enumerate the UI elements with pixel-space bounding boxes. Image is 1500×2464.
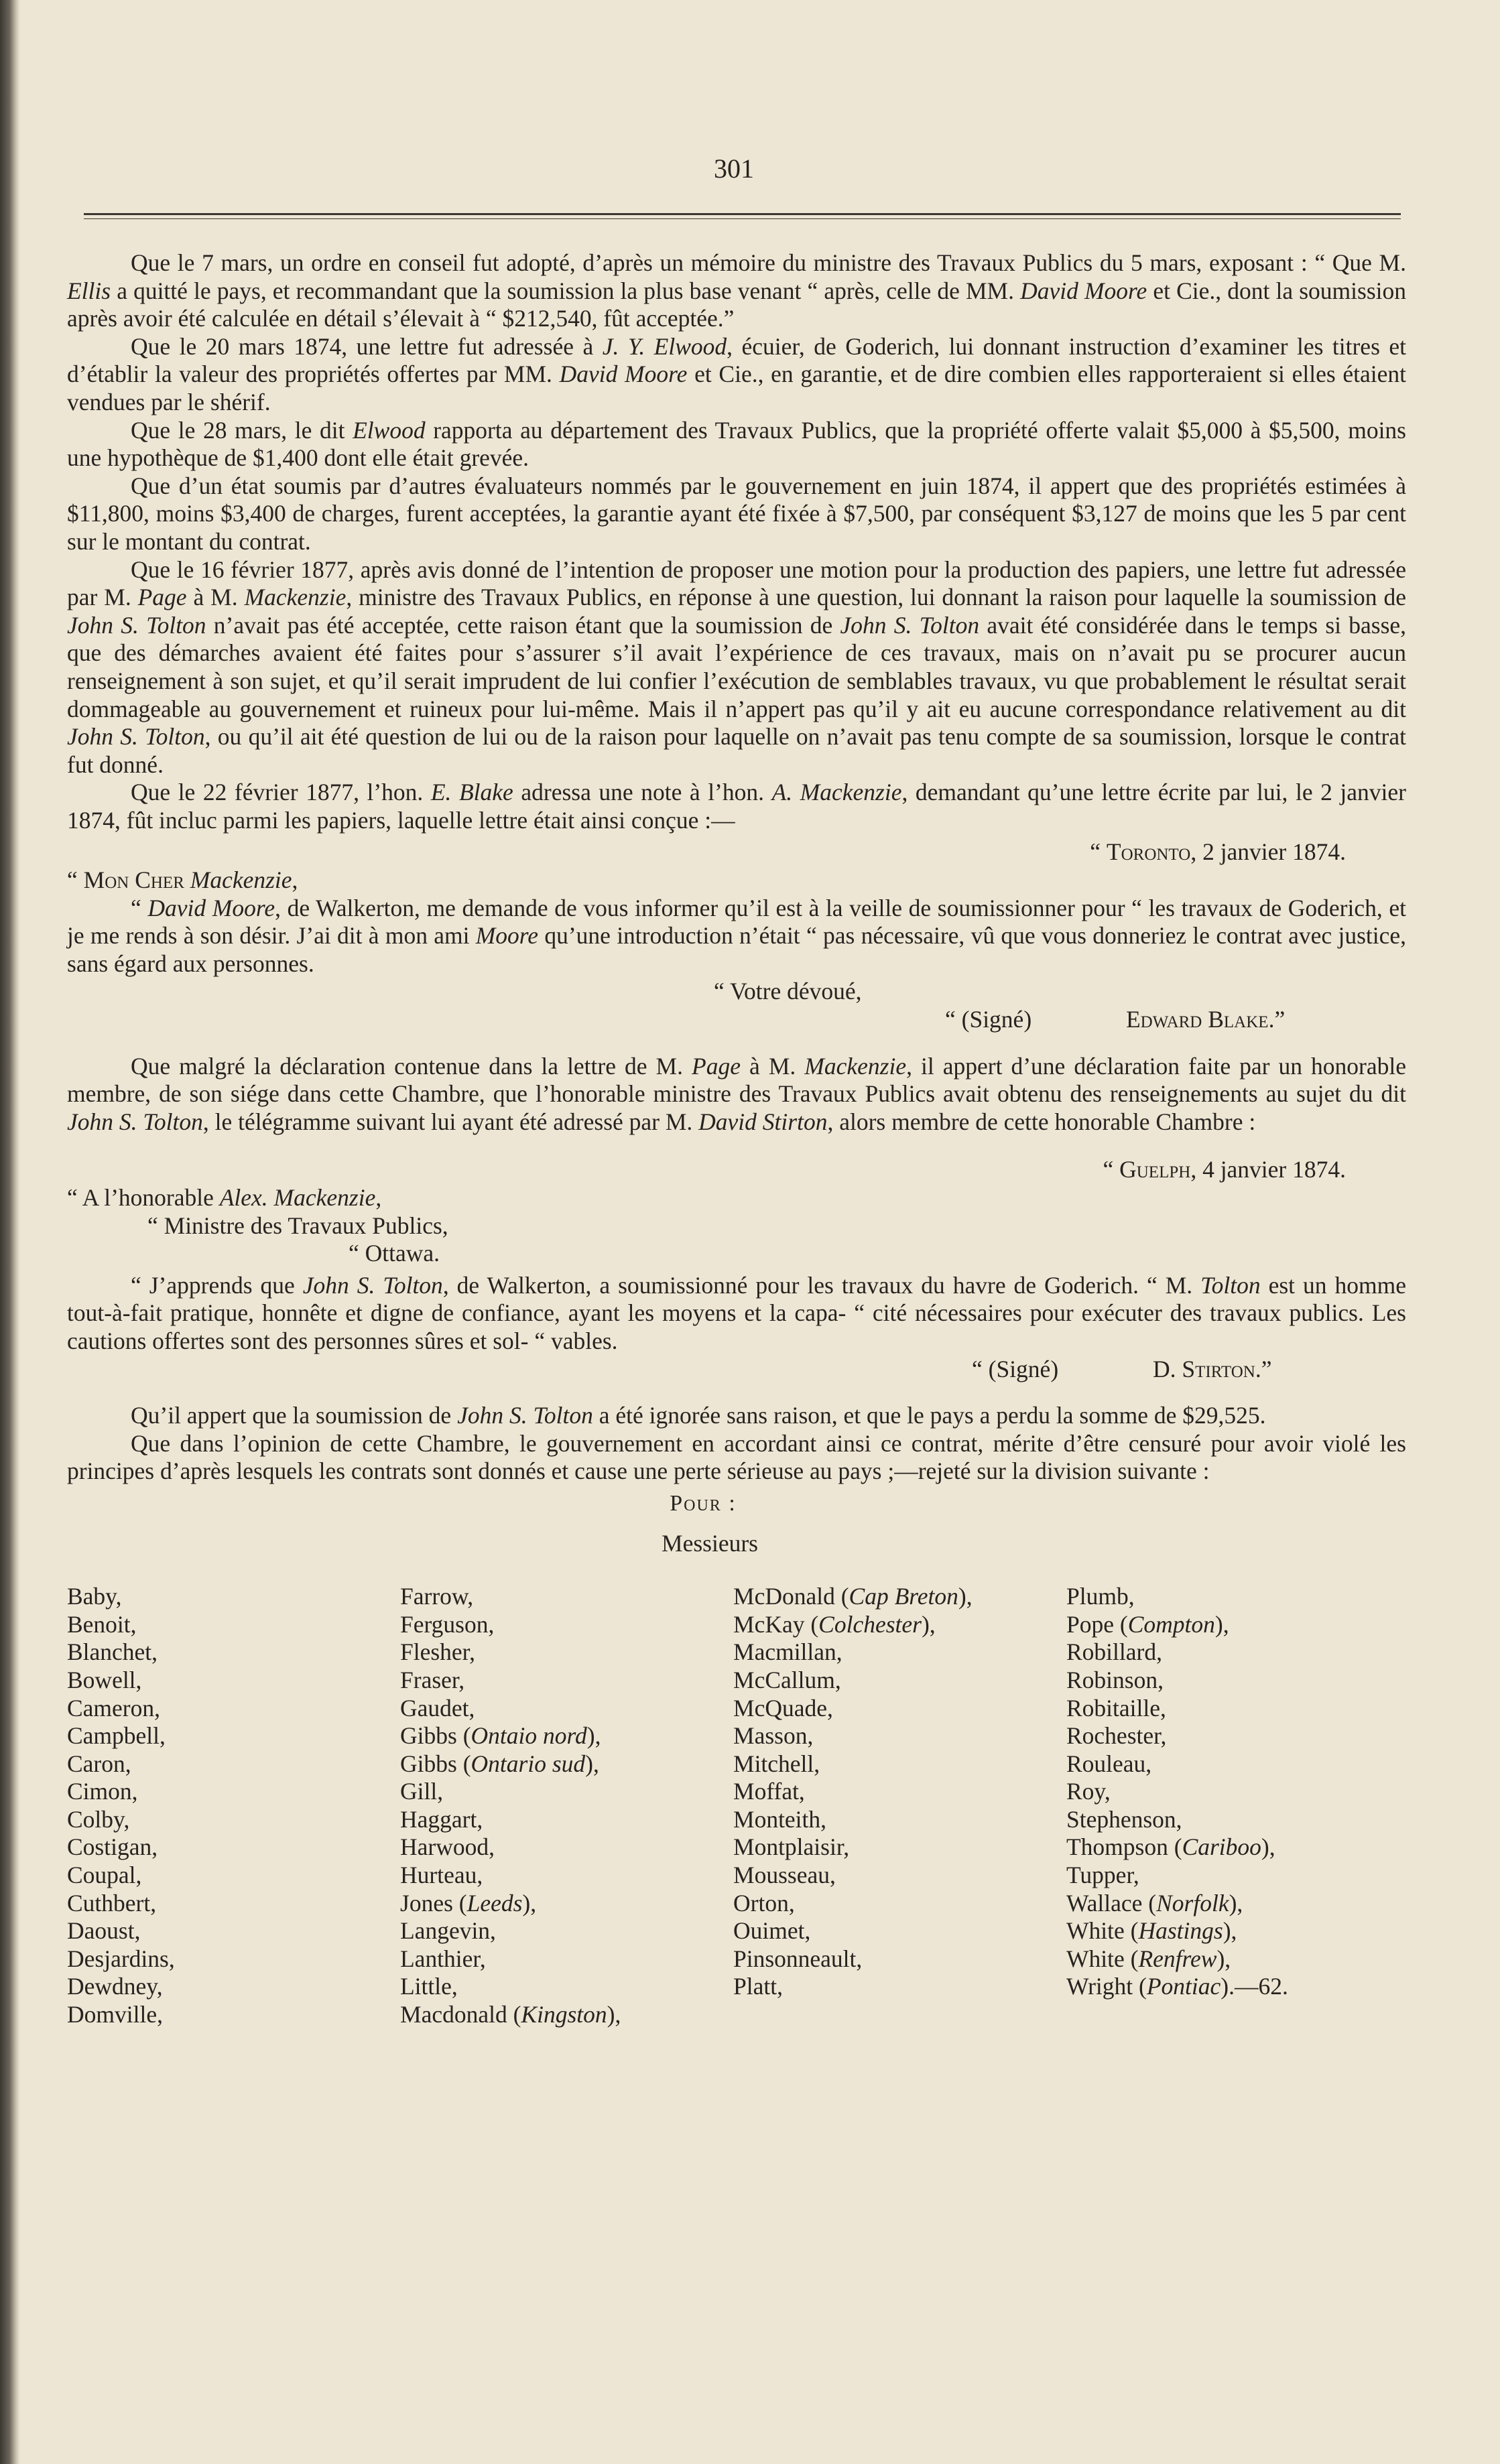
vote-member: Haggart, bbox=[400, 1805, 483, 1833]
vote-member: Gaudet, bbox=[400, 1694, 475, 1722]
paragraph-9: Que dans l’opinion de cette Chambre, le gouvernement en accordant ainsi ce contrat, mérite d’être censuré pour avoir violé les principes d’après lesquels les contrats sont donnés et cause une perte sérieuse au pays ;—rejeté sur la division suivante : bbox=[67, 1429, 1406, 1485]
header-rule bbox=[84, 213, 1401, 219]
vote-member: Farrow, bbox=[400, 1583, 474, 1610]
vote-member: Blanchet, bbox=[67, 1638, 158, 1666]
vote-member: Jones (Leeds), bbox=[400, 1889, 537, 1917]
paragraph-5: Que le 16 février 1877, après avis donné de l’intention de proposer une motion pour la production des papiers, une lettre fut adressée par M. Page à M. Mackenzie, ministre des Travaux Publics, en réponse à une question, lui donnant la raison pour laquelle la soumission de John S. Tolton n’avait pas été acceptée, cette raison étant que la soumission de John S. Tolton avait été considérée dans le temps si basse, que des démarches avaient été faites pour s’assurer s’il avait l’expérience de ces travaux, mais on n’avait pu se procurer aucun renseignement à son sujet, et qu’il serait imprudent de lui confier l’exécution de semblables travaux, vu que probablement le résultat serait dommageable au gouvernement et ruineux pour lui-même. Mais il n’appert pas qu’il y ait eu aucune correspondance relativement au dit John S. Tolton, ou qu’il ait été question de lui ou de la raison pour laquelle on n’avait pas tenu compte de sa soumission, lorsque le contrat fut donné. bbox=[67, 556, 1407, 778]
vote-member: Cameron, bbox=[67, 1694, 161, 1722]
vote-member: McKay (Colchester), bbox=[733, 1610, 936, 1638]
vote-member: Robinson, bbox=[1066, 1666, 1164, 1693]
paragraph-2: Que le 20 mars 1874, une lettre fut adressée à J. Y. Elwood, écuier, de Goderich, lui donnant instruction d’examiner les titres et d’établir la valeur des propriétés offertes par MM. David Moore et Cie., en garantie, et de dire combien elles rapporteraient si elles étaient vendues par le shérif. bbox=[67, 332, 1406, 415]
vote-member: Costigan, bbox=[67, 1833, 158, 1861]
vote-member: Coupal, bbox=[67, 1862, 142, 1889]
vote-member: Dewdney, bbox=[67, 1973, 163, 2000]
vote-member: McQuade, bbox=[733, 1694, 833, 1722]
vote-member: Montplaisir, bbox=[733, 1833, 850, 1861]
telegram-date: “ Guelph, 4 janvier 1874. bbox=[1103, 1156, 1346, 1183]
vote-member: Tupper, bbox=[1066, 1862, 1139, 1889]
vote-member: Caron, bbox=[67, 1750, 131, 1777]
vote-member: Robitaille, bbox=[1066, 1694, 1166, 1722]
vote-member: Macdonald (Kingston), bbox=[400, 2001, 621, 2028]
vote-member: Platt, bbox=[733, 1973, 783, 2000]
page-number: 301 bbox=[714, 153, 754, 184]
letter-salutation: “ Mon Cher Mackenzie, bbox=[67, 866, 298, 894]
vote-member: Gill, bbox=[400, 1778, 444, 1805]
vote-member: Macmillan, bbox=[733, 1638, 842, 1666]
paragraph-1: Que le 7 mars, un ordre en conseil fut adopté, d’après un mémoire du ministre des Travaux Publics du 5 mars, exposant : “ Que M. Ellis a quitté le pays, et recommandant que la soumission la plus base venant “ après, celle de MM. David Moore et Cie., dont la soumission après avoir été calculée en détail s’élevait à “ $212,540, fût acceptée.” bbox=[67, 249, 1407, 332]
vote-member: Mitchell, bbox=[733, 1750, 820, 1777]
vote-member: Bowell, bbox=[67, 1666, 142, 1693]
vote-column bbox=[67, 1583, 400, 2029]
vote-member: McCallum, bbox=[733, 1666, 841, 1693]
paragraph-6: Que le 22 février 1877, l’hon. E. Blake adressa une note à l’hon. A. Mackenzie, demandant qu’une lettre écrite par lui, le 2 janvier 1874, fût incluc parmi les papiers, laquelle lettre était ainsi conçue :— bbox=[67, 779, 1406, 834]
vote-column bbox=[733, 1583, 1066, 2029]
vote-member: Hurteau, bbox=[400, 1862, 483, 1889]
vote-member: Baby, bbox=[67, 1583, 122, 1610]
page-binding-edge bbox=[0, 0, 20, 2464]
vote-member: Lanthier, bbox=[400, 1945, 486, 1972]
telegram-address-1: “ A l’honorable Alex. Mackenzie, bbox=[67, 1184, 382, 1211]
vote-member: Little, bbox=[400, 1973, 458, 2000]
vote-column bbox=[1066, 1583, 1399, 2029]
vote-member: Cimon, bbox=[67, 1778, 138, 1805]
vote-member: Colby, bbox=[67, 1805, 130, 1833]
vote-member: Stephenson, bbox=[1066, 1805, 1182, 1833]
vote-list bbox=[67, 1583, 1406, 2029]
vote-member: Robillard, bbox=[1066, 1638, 1162, 1666]
vote-member: Desjardins, bbox=[67, 1945, 175, 1972]
vote-member: Ouimet, bbox=[733, 1917, 811, 1945]
paragraph-3: Que le 28 mars, le dit Elwood rapporta au département des Travaux Publics, que la propriété offerte valait $5,000 à $5,500, moins une hypothèque de $1,400 dont elle était grevée. bbox=[67, 416, 1406, 472]
paragraph-8: Qu’il appert que la soumission de John S. Tolton a été ignorée sans raison, et que le pays a perdu la somme de $29,525. bbox=[131, 1402, 1266, 1429]
vote-member: Ferguson, bbox=[400, 1610, 495, 1638]
vote-member: White (Hastings), bbox=[1066, 1917, 1237, 1945]
vote-member: Monteith, bbox=[733, 1805, 827, 1833]
vote-member: Plumb, bbox=[1066, 1583, 1135, 1610]
letter-date: “ Toronto, 2 janvier 1874. bbox=[1090, 838, 1346, 866]
vote-member: Masson, bbox=[733, 1722, 814, 1750]
vote-member: Thompson (Cariboo), bbox=[1066, 1833, 1275, 1861]
vote-member: Gibbs (Ontaio nord), bbox=[400, 1722, 601, 1750]
vote-member: Gibbs (Ontario sud), bbox=[400, 1750, 599, 1777]
letter-signature: “ (Signé) Edward Blake.” bbox=[945, 1006, 1286, 1033]
vote-member: Harwood, bbox=[400, 1833, 495, 1861]
vote-member: Campbell, bbox=[67, 1722, 166, 1750]
vote-column bbox=[400, 1583, 733, 2029]
vote-member: Domville, bbox=[67, 2001, 163, 2028]
telegram-signature: “ (Signé) D. Stirton.” bbox=[972, 1355, 1272, 1382]
telegram-address-3: “ Ottawa. bbox=[349, 1240, 440, 1267]
vote-member: Cuthbert, bbox=[67, 1889, 157, 1917]
vote-member: Wallace (Norfolk), bbox=[1066, 1889, 1243, 1917]
vote-member: Flesher, bbox=[400, 1638, 475, 1666]
vote-member: Pope (Compton), bbox=[1066, 1610, 1229, 1638]
vote-member: Wright (Pontiac).—62. bbox=[1066, 1973, 1288, 2000]
letter-closing: “ Votre dévoué, bbox=[714, 978, 862, 1005]
telegram-address-2: “ Ministre des Travaux Publics, bbox=[147, 1212, 448, 1239]
vote-title: Pour : bbox=[670, 1490, 737, 1516]
vote-subtitle: Messieurs bbox=[662, 1529, 758, 1557]
vote-member: White (Renfrew), bbox=[1066, 1945, 1231, 1972]
vote-member: Fraser, bbox=[400, 1666, 465, 1693]
vote-member: McDonald (Cap Breton), bbox=[733, 1583, 973, 1610]
body-text bbox=[67, 249, 1406, 2029]
paragraph-7: Que malgré la déclaration contenue dans la lettre de M. Page à M. Mackenzie, il appert d’une déclaration faite par un honorable membre, de son siége dans cette Chambre, que l’honorable ministre des Travaux Publics avait obtenu des renseignements au sujet du dit John S. Tolton, le télégramme suivant lui ayant été adressé par M. David Stirton, alors membre de cette honorable Chambre : bbox=[67, 1052, 1406, 1135]
vote-member: Mousseau, bbox=[733, 1862, 836, 1889]
vote-member: Pinsonneault, bbox=[733, 1945, 863, 1972]
vote-member: Moffat, bbox=[733, 1778, 805, 1805]
vote-member: Rouleau, bbox=[1066, 1750, 1152, 1777]
vote-member: Roy, bbox=[1066, 1778, 1111, 1805]
letter-body: “ David Moore, de Walkerton, me demande de vous informer qu’il est à la veille de soumissionner pour “ les travaux de Goderich, et je me rends à son désir. J’ai dit à mon ami Moore qu’une introduction n’était “ pas nécessaire, vû que vous donneriez le contrat avec justice, sans égard aux personnes. bbox=[67, 894, 1406, 977]
vote-member: Daoust, bbox=[67, 1917, 141, 1945]
vote-member: Benoit, bbox=[67, 1610, 137, 1638]
telegram-body: “ J’apprends que John S. Tolton, de Walkerton, a soumissionné pour les travaux du havre de Goderich. “ M. Tolton est un homme tout-à-fait pratique, honnête et digne de confiance, ayant les moyens et la capa- “ cité nécessaires pour exécuter des travaux publics. Les cautions offertes sont des personnes sûres et sol- “ vables. bbox=[67, 1271, 1406, 1354]
vote-member: Langevin, bbox=[400, 1917, 496, 1945]
vote-member: Orton, bbox=[733, 1889, 795, 1917]
paragraph-4: Que d’un état soumis par d’autres évaluateurs nommés par le gouvernement en juin 1874, il appert que des propriétés estimées à $11,800, moins $3,400 de charges, furent acceptées, la garantie ayant été fixée à $7,500, par conséquent $3,127 de moins que les 5 par cent sur le montant du contrat. bbox=[67, 472, 1406, 555]
vote-member: Rochester, bbox=[1066, 1722, 1167, 1750]
